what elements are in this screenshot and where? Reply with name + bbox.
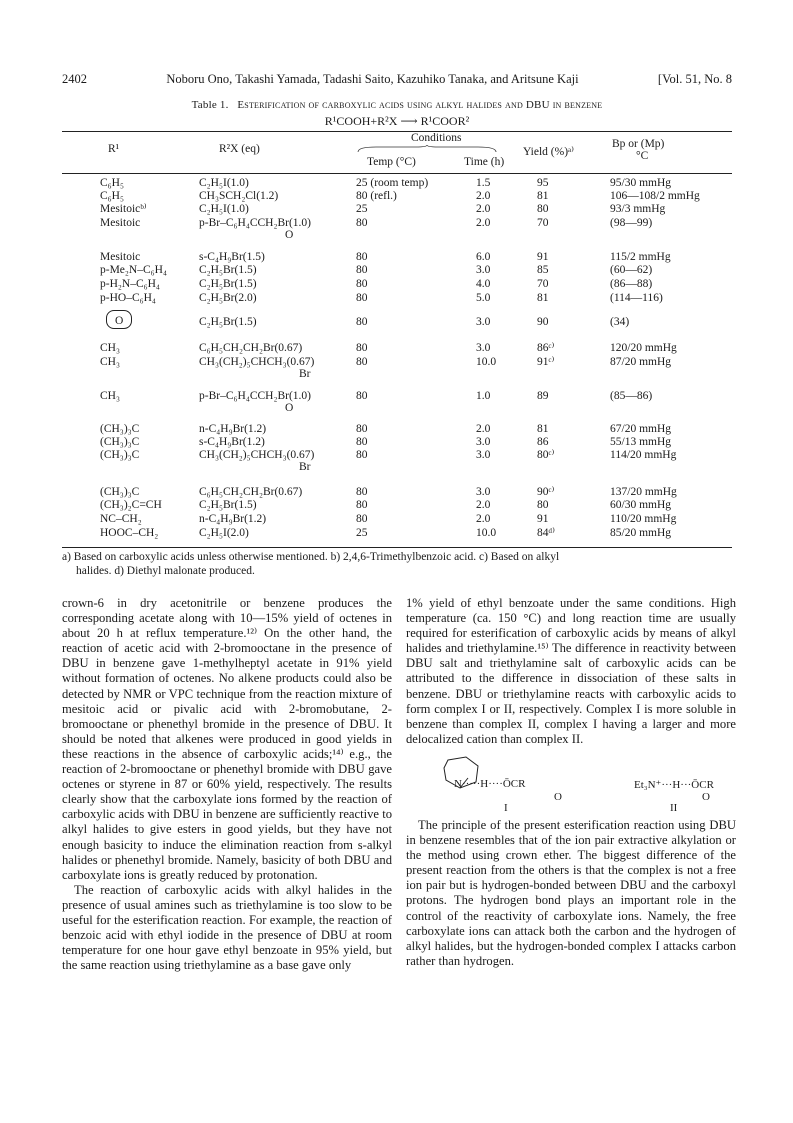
table-cell-bp: 87/20 mmHg <box>610 356 672 368</box>
table-cell-time: 3.0 <box>476 486 491 498</box>
table-cell-yield: 70 <box>537 278 549 290</box>
paragraph: 1% yield of ethyl benzoate under the same conditions. High temperature (ca. 150 °C) and long reaction time are usually required for esterification of carboxylic acids by means of alkyl halides and triethylamine.¹⁵⁾ The difference in reactivity between DBU salt and triethylamine salt of carboxylic acids can be attributed to the difference in dissociation of these salts in benzene. DBU or triethylamine reacts with carboxylic acids to form complex I or II, respectively. Complex I is more soluble in benzene than complex II, complex I having a larger and more delocalized cation than complex II. <box>406 596 736 746</box>
table-cell-time: 3.0 <box>476 342 491 354</box>
table-cell-yield: 89 <box>537 390 549 402</box>
table-cell-temp: 80 <box>356 356 368 368</box>
table-cell-temp: 80 <box>356 316 368 328</box>
authors: Noboru Ono, Takashi Yamada, Tadashi Saito, Kazuhiko Tanaka, and Aritsune Kaji <box>166 72 579 86</box>
table-cell-time: 6.0 <box>476 251 491 263</box>
table-cell-bp: 106—108/2 mmHg <box>610 190 700 202</box>
page-number: 2402 <box>62 72 87 86</box>
complex-1-carbonyl: O <box>554 791 562 803</box>
table-cell-yield: 90 <box>537 316 549 328</box>
table-cell-yield: 81 <box>537 190 549 202</box>
table-cell-bp: 95/30 mmHg <box>610 177 672 189</box>
table-cell-r1: (CH₃)₃C <box>100 423 140 435</box>
table-cell-time: 4.0 <box>476 278 491 290</box>
table-cell-yield: 91ᶜ⁾ <box>537 356 555 368</box>
table-cell-time: 2.0 <box>476 423 491 435</box>
table-cell-temp: 80 <box>356 486 368 498</box>
table-cell-r1: HOOC–CH₂ <box>100 527 159 539</box>
table-cell-r1: CH₃ <box>100 342 120 354</box>
table-cell-time: 10.0 <box>476 356 497 368</box>
table-cell-temp: 80 <box>356 251 368 263</box>
table-title: Esterification of carboxylic acids using alkyl halides and DBU in benzene <box>237 99 603 111</box>
table-cell-temp: 80 <box>356 264 368 276</box>
table-cell-r1: p-Me₂N–C₆H₄ <box>100 264 167 276</box>
table-cell-temp: 80 <box>356 513 368 525</box>
table-cell-bp: (86—88) <box>610 278 653 290</box>
footnote-line: a) Based on carboxylic acids unless otherwise mentioned. b) 2,4,6-Trimethylbenzoic acid. c) Based on alkyl <box>62 551 560 563</box>
paragraph: The reaction of carboxylic acids with alkyl halides in the presence of usual amines such as triethylamine is too slow to be useful for the esterification reaction. For example, the reaction of benzoic acid with ethyl iodide in the presence of DBU at room temperature for one hour gave ethyl benzoate in 95% yield, but the same reaction using triethylamine as a base gave only <box>62 882 392 973</box>
table-cell-r2x: C₂H₅I(1.0) <box>199 203 249 215</box>
table-cell-r1: Mesitoicᵇ⁾ <box>100 203 147 215</box>
complex-2-carbonyl: O <box>702 791 710 803</box>
table-cell-r2x: C₆H₅CH₂CH₂Br(0.67) <box>199 486 303 498</box>
table-cell-yield: 84ᵈ⁾ <box>537 527 555 539</box>
table-cell-r2x: C₂H₅Br(2.0) <box>199 292 257 304</box>
complex-2-label: II <box>670 802 678 814</box>
table-header-rule <box>62 173 732 174</box>
table-cell-r1: CH₃ <box>100 390 120 402</box>
table-cell-bp: 85/20 mmHg <box>610 527 672 539</box>
table-cell-r1: C₆H₅ <box>100 177 124 189</box>
right-column <box>406 596 736 747</box>
paragraph: crown-6 in dry acetonitrile or benzene produces the corresponding acetate along with 10—15% yield of octenes in about 20 h at reflux temperature.¹²⁾ On the other hand, the reaction of acetic acid with 2-bromooctane in the presence of DBU in benzene gave 1-methylheptyl acetate in 91% yield without formation of octenes. No alkene products could also be detected by NMR or VPC technique from the reaction mixture of mesitoic acid or pivalic acid with 2-bromobutane, 2-bromooctane or phenethyl bromide in the presence of DBU. It should be noted that alkenes were produced in good yields in these reactions in the absence of carboxylic acids;¹⁴⁾ e.g., the reaction of 2-bromooctane or phenethyl bromide with DBU gave octenes or styrene in 87 or 60% yield, respectively. The results clearly show that the carboxylate ions formed by the reaction of carboxylic acids with DBU in benzene are sufficiently reactive to alkyl halides to give esters in good yields, but they have not enough basicity to induce the elimination reaction from s-alkyl halides or phenethyl bromide. Namely, basicity of both DBU and carboxylate ions is greatly reduced by protonation. <box>62 596 392 882</box>
complex-1-label: I <box>504 802 508 814</box>
table-cell-yield: 86ᶜ⁾ <box>537 342 555 354</box>
table-cell-r1: (CH₃)₃C <box>100 486 140 498</box>
table-cell-time: 1.5 <box>476 177 491 189</box>
table-cell-time: 5.0 <box>476 292 491 304</box>
table-cell-temp: 80 <box>356 449 368 461</box>
table-cell-time: 2.0 <box>476 203 491 215</box>
table-cell-temp: 25 <box>356 203 368 215</box>
table-cell-temp: 80 <box>356 423 368 435</box>
paragraph: The principle of the present esterification reaction using DBU in benzene resembles that of the ion pair extractive alkylation or the method using crown ether. The biggest difference of the present reaction from the others is that the complex is not a free ion pair but is hydrogen-bonded between DBU and the carboxyl protons. The hydrogen bond plays an important role in the control of the reactivity of carboxylate ions. Namely, the free carboxylate ions can attack both the carbon and the hydrogen of alkyl halides, but the hydrogen-bonded complex I attacks carbon rather than hydrogen. <box>406 818 736 968</box>
complex-structures <box>404 756 734 814</box>
table-cell-temp: 80 (refl.) <box>356 190 397 202</box>
table-cell-time: 1.0 <box>476 390 491 402</box>
table-top-rule <box>62 131 732 132</box>
table-cell-r2x: CH₃(CH₂)₅CHCH₃(0.67) <box>199 449 315 461</box>
table-cell-bp: (85—86) <box>610 390 653 402</box>
table-cell-temp: 25 <box>356 527 368 539</box>
table-cell-bp: 55/13 mmHg <box>610 436 672 448</box>
table-bottom-rule <box>62 547 732 548</box>
table-cell-r1: (CH₃)₂C=CH <box>100 499 162 511</box>
table-cell-bp: 137/20 mmHg <box>610 486 677 498</box>
table-cell-mark: O <box>285 402 294 414</box>
table-cell-bp: (60—62) <box>610 264 653 276</box>
table-cell-yield: 81 <box>537 423 549 435</box>
table-cell-r1: CH₃ <box>100 356 120 368</box>
table-cell-r1: C₆H₅ <box>100 190 124 202</box>
table-cell-bp: 67/20 mmHg <box>610 423 672 435</box>
running-header <box>62 72 732 87</box>
table-cell-r2x: s-C₄H₉Br(1.2) <box>199 436 265 448</box>
table-cell-time: 2.0 <box>476 513 491 525</box>
table-cell-time: 2.0 <box>476 217 491 229</box>
col-header-temp: Temp (°C) <box>367 156 416 168</box>
table-cell-temp: 80 <box>356 499 368 511</box>
table-cell-yield: 91 <box>537 251 549 263</box>
table-cell-yield: 85 <box>537 264 549 276</box>
table-cell-r2x: C₂H₅I(2.0) <box>199 527 249 539</box>
table-cell-mark: Br <box>299 461 311 473</box>
complex-2-formula: Et₃N⁺···H···ŌCR <box>634 779 714 791</box>
table-cell-time: 2.0 <box>476 190 491 202</box>
table-cell-yield: 86 <box>537 436 549 448</box>
table-cell-bp: 60/30 mmHg <box>610 499 672 511</box>
col-header-conditions: Conditions <box>411 132 462 144</box>
table-cell-time: 3.0 <box>476 264 491 276</box>
table-cell-r2x: n-C₄H₉Br(1.2) <box>199 513 267 525</box>
table-cell-r2x: n-C₄H₉Br(1.2) <box>199 423 267 435</box>
table-cell-yield: 80 <box>537 499 549 511</box>
table-cell-r2x: p-Br–C₆H₄CCH₂Br(1.0) <box>199 217 312 229</box>
table-cell-r1: (CH₃)₃C <box>100 449 140 461</box>
table-cell-bp: 115/2 mmHg <box>610 251 671 263</box>
table-cell-r1: Mesitoic <box>100 217 141 229</box>
table-footnote <box>62 550 732 578</box>
table-cell-r1: p-H₂N–C₆H₄ <box>100 278 160 290</box>
table-cell-yield: 70 <box>537 217 549 229</box>
table-cell-temp: 25 (room temp) <box>356 177 429 189</box>
table-cell-yield: 80ᶜ⁾ <box>537 449 555 461</box>
table-cell-temp: 80 <box>356 342 368 354</box>
table-cell-time: 3.0 <box>476 316 491 328</box>
table-cell-bp: 93/3 mmHg <box>610 203 666 215</box>
table-cell-temp: 80 <box>356 436 368 448</box>
complex-1-formula: N·····H····ŌCR <box>454 778 526 790</box>
table-cell-r2x: C₂H₅Br(1.5) <box>199 278 257 290</box>
table-cell-yield: 95 <box>537 177 549 189</box>
table-cell-r2x: s-C₄H₉Br(1.5) <box>199 251 265 263</box>
table-cell-bp: (34) <box>610 316 630 328</box>
table-cell-r1: p-HO–C₆H₄ <box>100 292 156 304</box>
table-cell-time: 10.0 <box>476 527 497 539</box>
col-header-r2x: R²X (eq) <box>219 143 260 155</box>
table-cell-r1: O <box>106 310 132 329</box>
table-cell-r2x: CH₃SCH₂Cl(1.2) <box>199 190 279 202</box>
col-header-bp: Bp or (Mp) <box>612 138 665 150</box>
table-cell-r2x: C₆H₅CH₂CH₂Br(0.67) <box>199 342 303 354</box>
table-cell-temp: 80 <box>356 217 368 229</box>
table-cell-yield: 80 <box>537 203 549 215</box>
table-cell-yield: 91 <box>537 513 549 525</box>
right-column-continued <box>406 818 736 969</box>
table-cell-r2x: CH₃(CH₂)₅CHCH₃(0.67) <box>199 356 315 368</box>
table-cell-bp: 114/20 mmHg <box>610 449 677 461</box>
table-cell-r2x: C₂H₅Br(1.5) <box>199 499 257 511</box>
table-cell-temp: 80 <box>356 292 368 304</box>
volume-info: [Vol. 51, No. 8 <box>657 72 732 86</box>
conditions-brace <box>356 145 498 153</box>
col-header-r1: R¹ <box>108 143 120 155</box>
table-cell-mark: O <box>285 229 294 241</box>
table-cell-r2x: C₂H₅I(1.0) <box>199 177 249 189</box>
table-cell-yield: 81 <box>537 292 549 304</box>
table-cell-r2x: C₂H₅Br(1.5) <box>199 316 257 328</box>
table-cell-r2x: p-Br–C₆H₄CCH₂Br(1.0) <box>199 390 312 402</box>
left-column <box>62 596 392 973</box>
col-header-yield: Yield (%)ᵃ⁾ <box>523 146 574 158</box>
table-cell-bp: (114—116) <box>610 292 663 304</box>
table-cell-bp: 110/20 mmHg <box>610 513 677 525</box>
table-equation: R¹COOH+R²X ⟶ R¹COOR² <box>324 114 470 128</box>
table-label: Table 1. <box>191 99 229 111</box>
col-header-bp-unit: °C <box>636 150 649 162</box>
table-caption <box>62 99 732 111</box>
table-cell-r2x: C₂H₅Br(1.5) <box>199 264 257 276</box>
table-cell-time: 3.0 <box>476 449 491 461</box>
table-cell-yield: 90ᶜ⁾ <box>537 486 555 498</box>
table-cell-bp: 120/20 mmHg <box>610 342 677 354</box>
table-cell-temp: 80 <box>356 278 368 290</box>
table-cell-r1: Mesitoic <box>100 251 141 263</box>
table-cell-time: 2.0 <box>476 499 491 511</box>
table-cell-mark: Br <box>299 368 311 380</box>
table-cell-time: 3.0 <box>476 436 491 448</box>
col-header-time: Time (h) <box>464 156 505 168</box>
table-cell-temp: 80 <box>356 390 368 402</box>
table-cell-r1: NC–CH₂ <box>100 513 142 525</box>
table-cell-r1: (CH₃)₃C <box>100 436 140 448</box>
table-cell-bp: (98—99) <box>610 217 653 229</box>
footnote-line: halides. d) Diethyl malonate produced. <box>76 565 255 577</box>
